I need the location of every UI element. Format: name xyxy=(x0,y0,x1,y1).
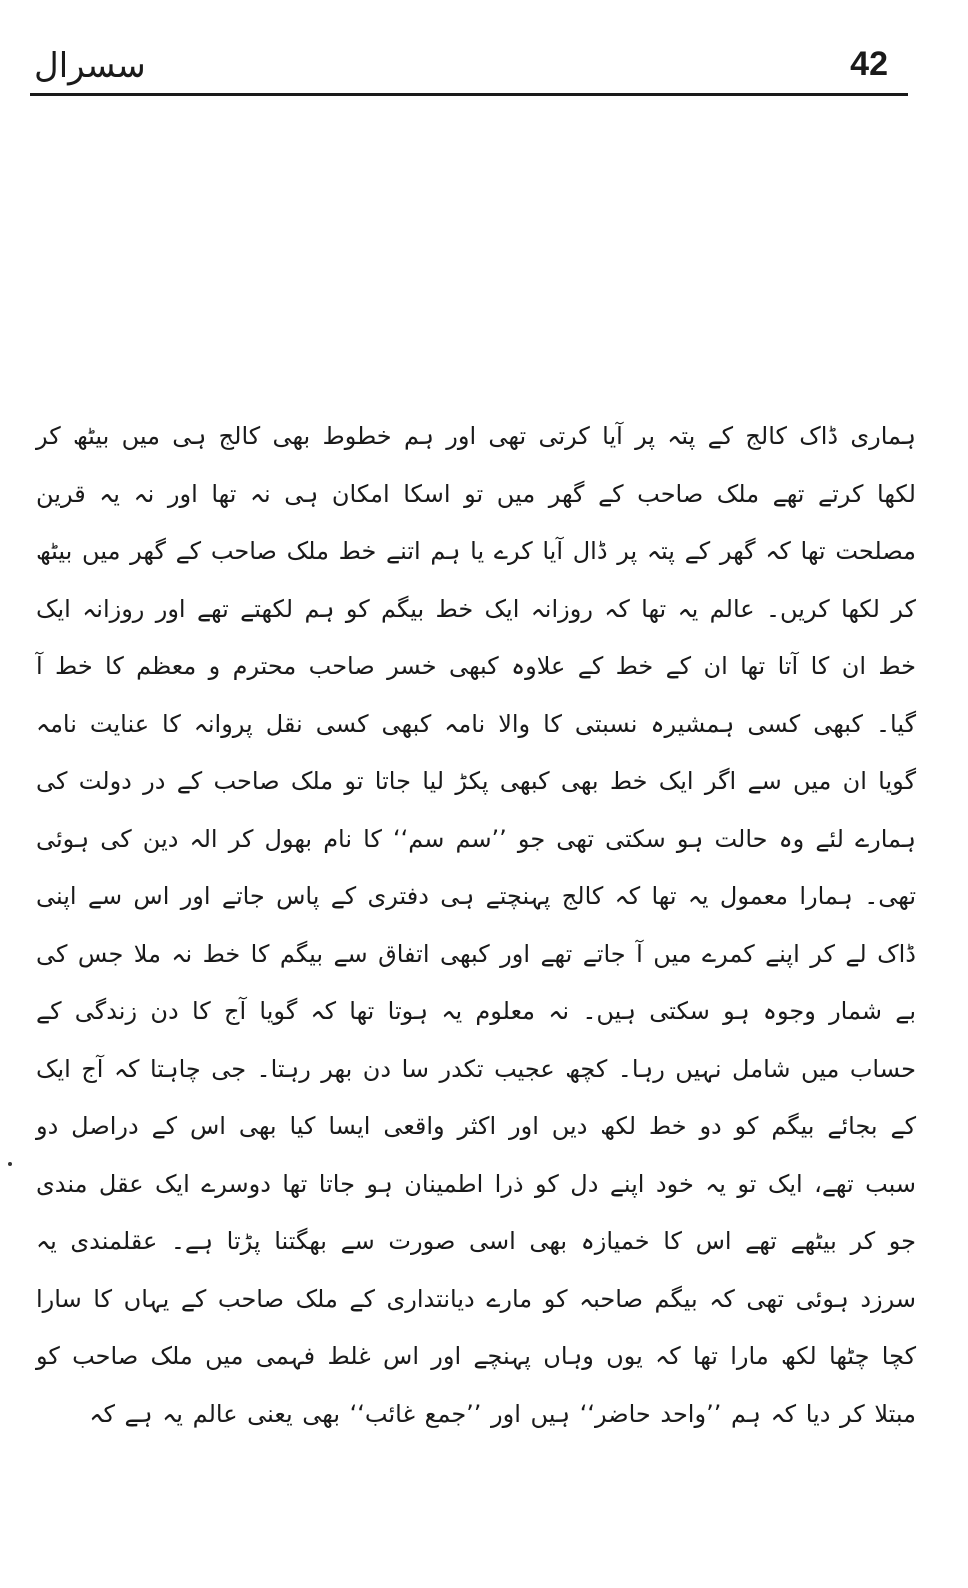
running-title: سسرال xyxy=(34,46,146,86)
page-number: 42 xyxy=(850,45,888,83)
body-text xyxy=(36,408,916,1443)
scan-speck xyxy=(8,1162,12,1166)
header-divider xyxy=(30,93,908,96)
paragraph: ہماری ڈاک کالج کے پتہ پر آیا کرتی تھی اور ہم خطوط بھی کالج ہی میں بیٹھ کر لکھا کرتے تھے ملک صاحب کے گھر میں تو اسکا امکان ہی نہ تھا اور نہ یہ قرین مصلحت تھا کہ گھر کے پتہ پر ڈال آیا کرے یا ہم اتنے خط ملک صاحب کے گھر میں بیٹھ کر لکھا کریں۔ عالم یہ تھا کہ روزانہ ایک خط بیگم کو ہم لکھتے تھے اور روزانہ ایک خط ان کا آتا تھا ان کے خط کے علاوہ کبھی خسر صاحب محترم و معظم کا خط آ گیا۔ کبھی کسی ہمشیرہ نسبتی کا والا نامہ کبھی کسی نقل پروانہ کا عنایت نامہ گویا ان میں سے اگر ایک خط بھی کبھی پکڑ لیا جاتا تو ملک صاحب کے در دولت کی ہمارے لئے وہ حالت ہو سکتی تھی جو ’’سم سم‘‘ کا نام بھول کر الہ دین کی ہوئی تھی۔ ہمارا معمول یہ تھا کہ کالج پہنچتے ہی دفتری کے پاس جاتے اور اس سے اپنی ڈاک لے کر اپنے کمرے میں آ جاتے تھے اور کبھی اتفاق سے بیگم کا خط نہ ملا جس کی بے شمار وجوہ ہو سکتی ہیں۔ نہ معلوم یہ ہوتا تھا کہ گویا آج کا دن زندگی کے حساب میں شامل نہیں رہا۔ کچھ عجیب تکدر سا دن بھر رہتا۔ جی چاہتا کہ آج ایک کے بجائے بیگم کو دو خط لکھ دیں اور اکثر واقعی ایسا کیا بھی اس کے دراصل دو سبب تھے، ایک تو یہ خود اپنے دل کو ذرا اطمینان ہو جاتا تھا دوسرے ایک عقل مندی جو کر بیٹھے تھے اس کا خمیازہ بھی اسی صورت سے بھگتنا پڑتا ہے۔ عقلمندی یہ سرزد ہوئی تھی کہ بیگم صاحبہ کو مارے دیانتداری کے ملک صاحب کے یہاں کا سارا کچا چٹھا لکھ مارا تھا کہ یوں وہاں پہنچے اور اس غلط فہمی میں ملک صاحب کو مبتلا کر دیا کہ ہم ’’واحد حاضر‘‘ ہیں اور ’’جمع غائب‘‘ بھی یعنی عالم یہ ہے کہ xyxy=(36,422,917,1428)
page-header xyxy=(30,40,908,94)
